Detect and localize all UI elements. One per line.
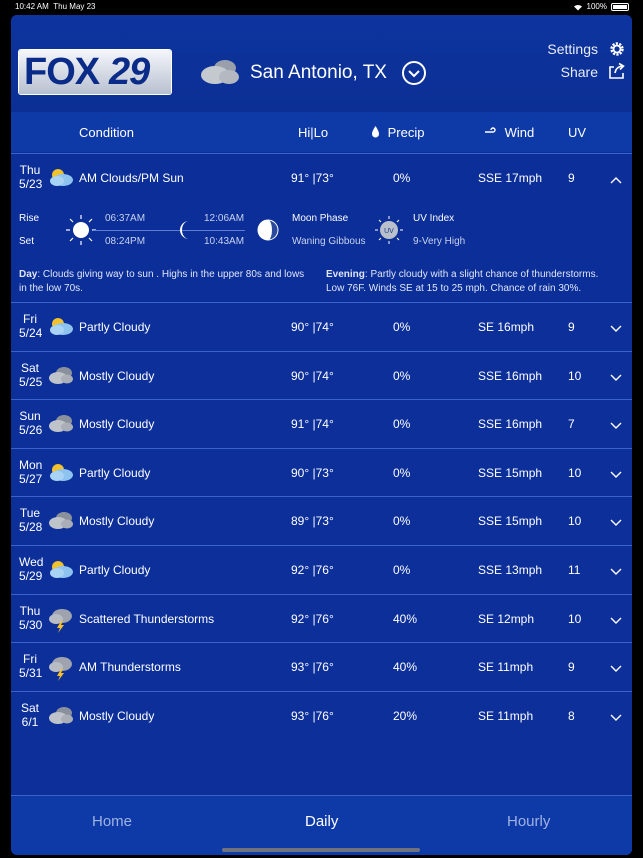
forecast-day (19, 652, 41, 680)
forecast-row[interactable] (11, 153, 632, 194)
moon-phase-value: Waning Gibbous (292, 236, 366, 247)
day-of-week: Fri (23, 652, 37, 666)
chevron-down-icon[interactable] (610, 371, 622, 385)
battery-percent: 100% (586, 2, 607, 11)
forecast-hilo: 90° |73° (291, 466, 334, 480)
thunderstorm-icon (48, 608, 74, 637)
forecast-condition: Mostly Cloudy (79, 514, 155, 528)
chevron-down-icon (404, 63, 424, 83)
raindrop-icon (371, 126, 380, 138)
fox29-logo: FOX 29 (19, 50, 171, 94)
forecast-day (19, 361, 41, 389)
forecast-wind: SSE 16mph (478, 369, 543, 383)
wind-icon (485, 127, 497, 137)
forecast-wind: SE 11mph (478, 660, 534, 674)
forecast-uv: 7 (568, 417, 575, 431)
day-of-week: Tue (19, 506, 41, 520)
forecast-precip: 0% (393, 514, 411, 528)
chevron-up-icon[interactable] (610, 173, 622, 187)
partly-cloudy-icon (48, 462, 74, 485)
chevron-down-icon[interactable] (610, 322, 622, 336)
forecast-day (19, 604, 41, 632)
day-date: 6/1 (21, 715, 39, 729)
forecast-condition: Partly Cloudy (79, 563, 151, 577)
col-precip-group (371, 125, 424, 140)
evening-description: Evening: Partly cloudy with a slight chance of thunderstorms. Low 76F. Winds SE at 15 to 25 mph. Chance of rain 30%. (326, 269, 599, 294)
forecast-day (19, 458, 41, 486)
forecast-condition: Partly Cloudy (79, 320, 151, 334)
forecast-uv: 9 (568, 320, 575, 334)
chevron-down-icon[interactable] (610, 711, 622, 725)
forecast-precip: 0% (393, 171, 411, 185)
tab-home[interactable]: Home (92, 813, 133, 830)
forecast-row[interactable] (11, 642, 632, 691)
app-header (11, 15, 632, 111)
mostly-cloudy-icon (48, 365, 74, 388)
status-bar (0, 0, 643, 14)
day-date: 5/23 (19, 177, 43, 191)
day-date: 5/28 (19, 520, 43, 534)
chevron-down-icon[interactable] (610, 662, 622, 676)
uv-index-value: 9-Very High (413, 236, 466, 247)
day-of-week: Wed (19, 555, 44, 569)
forecast-condition: Mostly Cloudy (79, 369, 155, 383)
forecast-precip: 20% (393, 709, 418, 723)
day-of-week: Sat (20, 361, 39, 375)
forecast-uv: 8 (568, 709, 575, 723)
forecast-row[interactable] (11, 302, 632, 351)
partly-cloudy-icon (48, 316, 74, 339)
sunset-time: 08:24PM (105, 236, 146, 247)
forecast-condition: Scattered Thunderstorms (79, 612, 215, 626)
moonset-time: 10:43AM (204, 236, 245, 247)
forecast-uv: 10 (568, 514, 582, 528)
forecast-uv: 9 (568, 171, 575, 185)
forecast-hilo: 93° |76° (291, 660, 334, 674)
forecast-uv: 11 (568, 563, 581, 577)
forecast-wind: SSE 15mph (478, 514, 543, 528)
forecast-row[interactable] (11, 399, 632, 448)
set-label: Set (19, 236, 35, 247)
status-right (573, 2, 629, 11)
svg-text:UV: UV (384, 228, 394, 235)
forecast-row[interactable] (11, 545, 632, 594)
day-of-week: Sun (19, 409, 41, 423)
forecast-wind: SSE 13mph (478, 563, 543, 577)
forecast-hilo: 90° |74° (291, 320, 334, 334)
share-button[interactable]: Share (560, 64, 598, 80)
home-indicator (222, 848, 420, 852)
col-wind: Wind (504, 125, 535, 140)
forecast-condition: Mostly Cloudy (79, 417, 155, 431)
forecast-day (19, 506, 41, 534)
forecast-precip: 40% (393, 612, 418, 626)
col-hilo: Hi|Lo (298, 125, 329, 140)
share-icon[interactable] (608, 62, 626, 80)
moon-phase-icon (257, 219, 279, 241)
sunrise-time: 06:37AM (105, 213, 146, 224)
day-date: 5/27 (19, 472, 43, 486)
forecast-uv: 10 (568, 369, 582, 383)
forecast-hilo: 90° |74° (291, 369, 334, 383)
forecast-wind: SE 11mph (478, 709, 534, 723)
weather-app (11, 15, 632, 855)
forecast-hilo: 93° |76° (291, 709, 334, 723)
col-uv: UV (568, 125, 587, 140)
forecast-hilo: 91° |73° (291, 171, 334, 185)
day-of-week: Sat (20, 701, 39, 715)
tab-bar (11, 795, 632, 855)
forecast-precip: 40% (393, 660, 418, 674)
location-dropdown-button[interactable] (402, 61, 426, 85)
day-date: 5/30 (19, 618, 43, 632)
forecast-hilo: 91° |74° (291, 417, 334, 431)
uv-index-icon (374, 215, 404, 245)
forecast-hilo: 92° |76° (291, 612, 334, 626)
col-condition: Condition (79, 125, 134, 140)
col-wind-group (485, 125, 534, 140)
tab-daily[interactable]: Daily (305, 813, 339, 830)
chevron-down-icon[interactable] (610, 468, 622, 482)
forecast-day (19, 312, 41, 340)
forecast-hilo: 92° |76° (291, 563, 334, 577)
forecast-precip: 0% (393, 466, 411, 480)
location-name[interactable]: San Antonio, TX (250, 62, 387, 83)
day-of-week: Thu (19, 604, 41, 618)
forecast-day (19, 701, 41, 729)
forecast-row[interactable] (11, 448, 632, 497)
forecast-row[interactable] (11, 691, 632, 740)
sun-track-line (93, 230, 245, 231)
day-date: 5/26 (19, 423, 43, 437)
forecast-wind: SE 16mph (478, 320, 535, 334)
forecast-wind: SSE 16mph (478, 417, 543, 431)
status-time: 10:42 AM Thu May 23 (15, 2, 96, 11)
forecast-precip: 0% (393, 320, 411, 334)
mostly-cloudy-icon (48, 705, 74, 728)
forecast-condition: Mostly Cloudy (79, 709, 155, 723)
day-date: 5/24 (19, 326, 43, 340)
forecast-condition: AM Clouds/PM Sun (79, 171, 184, 185)
forecast-day (19, 409, 41, 437)
gear-icon[interactable] (608, 40, 626, 58)
chevron-down-icon[interactable] (610, 614, 622, 628)
forecast-hilo: 89° |73° (291, 514, 334, 528)
forecast-wind: SSE 15mph (478, 466, 543, 480)
forecast-uv: 10 (568, 612, 582, 626)
day-of-week: Thu (19, 163, 41, 177)
forecast-day (19, 555, 44, 583)
mostly-cloudy-icon (48, 413, 74, 436)
moon-icon (178, 220, 194, 240)
day-date: 5/29 (19, 569, 43, 583)
column-header (11, 112, 632, 152)
wifi-icon (573, 3, 583, 11)
thunderstorm-icon (48, 656, 74, 685)
settings-button[interactable]: Settings (547, 41, 598, 57)
moon-phase-label: Moon Phase (292, 213, 349, 224)
partly-cloudy-icon (48, 559, 74, 582)
moonrise-time: 12:06AM (204, 213, 245, 224)
forecast-uv: 9 (568, 660, 575, 674)
tab-hourly[interactable]: Hourly (507, 813, 551, 830)
forecast-condition: AM Thunderstorms (79, 660, 181, 674)
forecast-row[interactable] (11, 351, 632, 400)
day-date: 5/25 (19, 375, 43, 389)
forecast-wind: SSE 17mph (478, 171, 543, 185)
forecast-precip: 0% (393, 369, 411, 383)
day-of-week: Mon (19, 458, 43, 472)
chevron-down-icon[interactable] (610, 565, 622, 579)
day-of-week: Fri (23, 312, 37, 326)
battery-icon (611, 3, 629, 11)
forecast-precip: 0% (393, 563, 411, 577)
chevron-down-icon[interactable] (610, 419, 622, 433)
forecast-precip: 0% (393, 417, 411, 431)
mostly-cloudy-icon (199, 58, 241, 86)
partly-cloudy-icon (48, 167, 74, 190)
forecast-uv: 10 (568, 466, 582, 480)
uv-index-label: UV Index (413, 213, 455, 224)
mostly-cloudy-icon (48, 510, 74, 533)
forecast-wind: SE 12mph (478, 612, 535, 626)
forecast-row[interactable] (11, 496, 632, 545)
day-description: Day: Clouds giving way to sun . Highs in the upper 80s and lows in the low 70s. (19, 269, 305, 294)
col-precip: Precip (387, 125, 425, 140)
chevron-down-icon[interactable] (610, 516, 622, 530)
day-date: 5/31 (19, 666, 43, 680)
forecast-day (19, 163, 41, 191)
rise-label: Rise (19, 213, 40, 224)
forecast-condition: Partly Cloudy (79, 466, 151, 480)
forecast-row[interactable] (11, 594, 632, 643)
